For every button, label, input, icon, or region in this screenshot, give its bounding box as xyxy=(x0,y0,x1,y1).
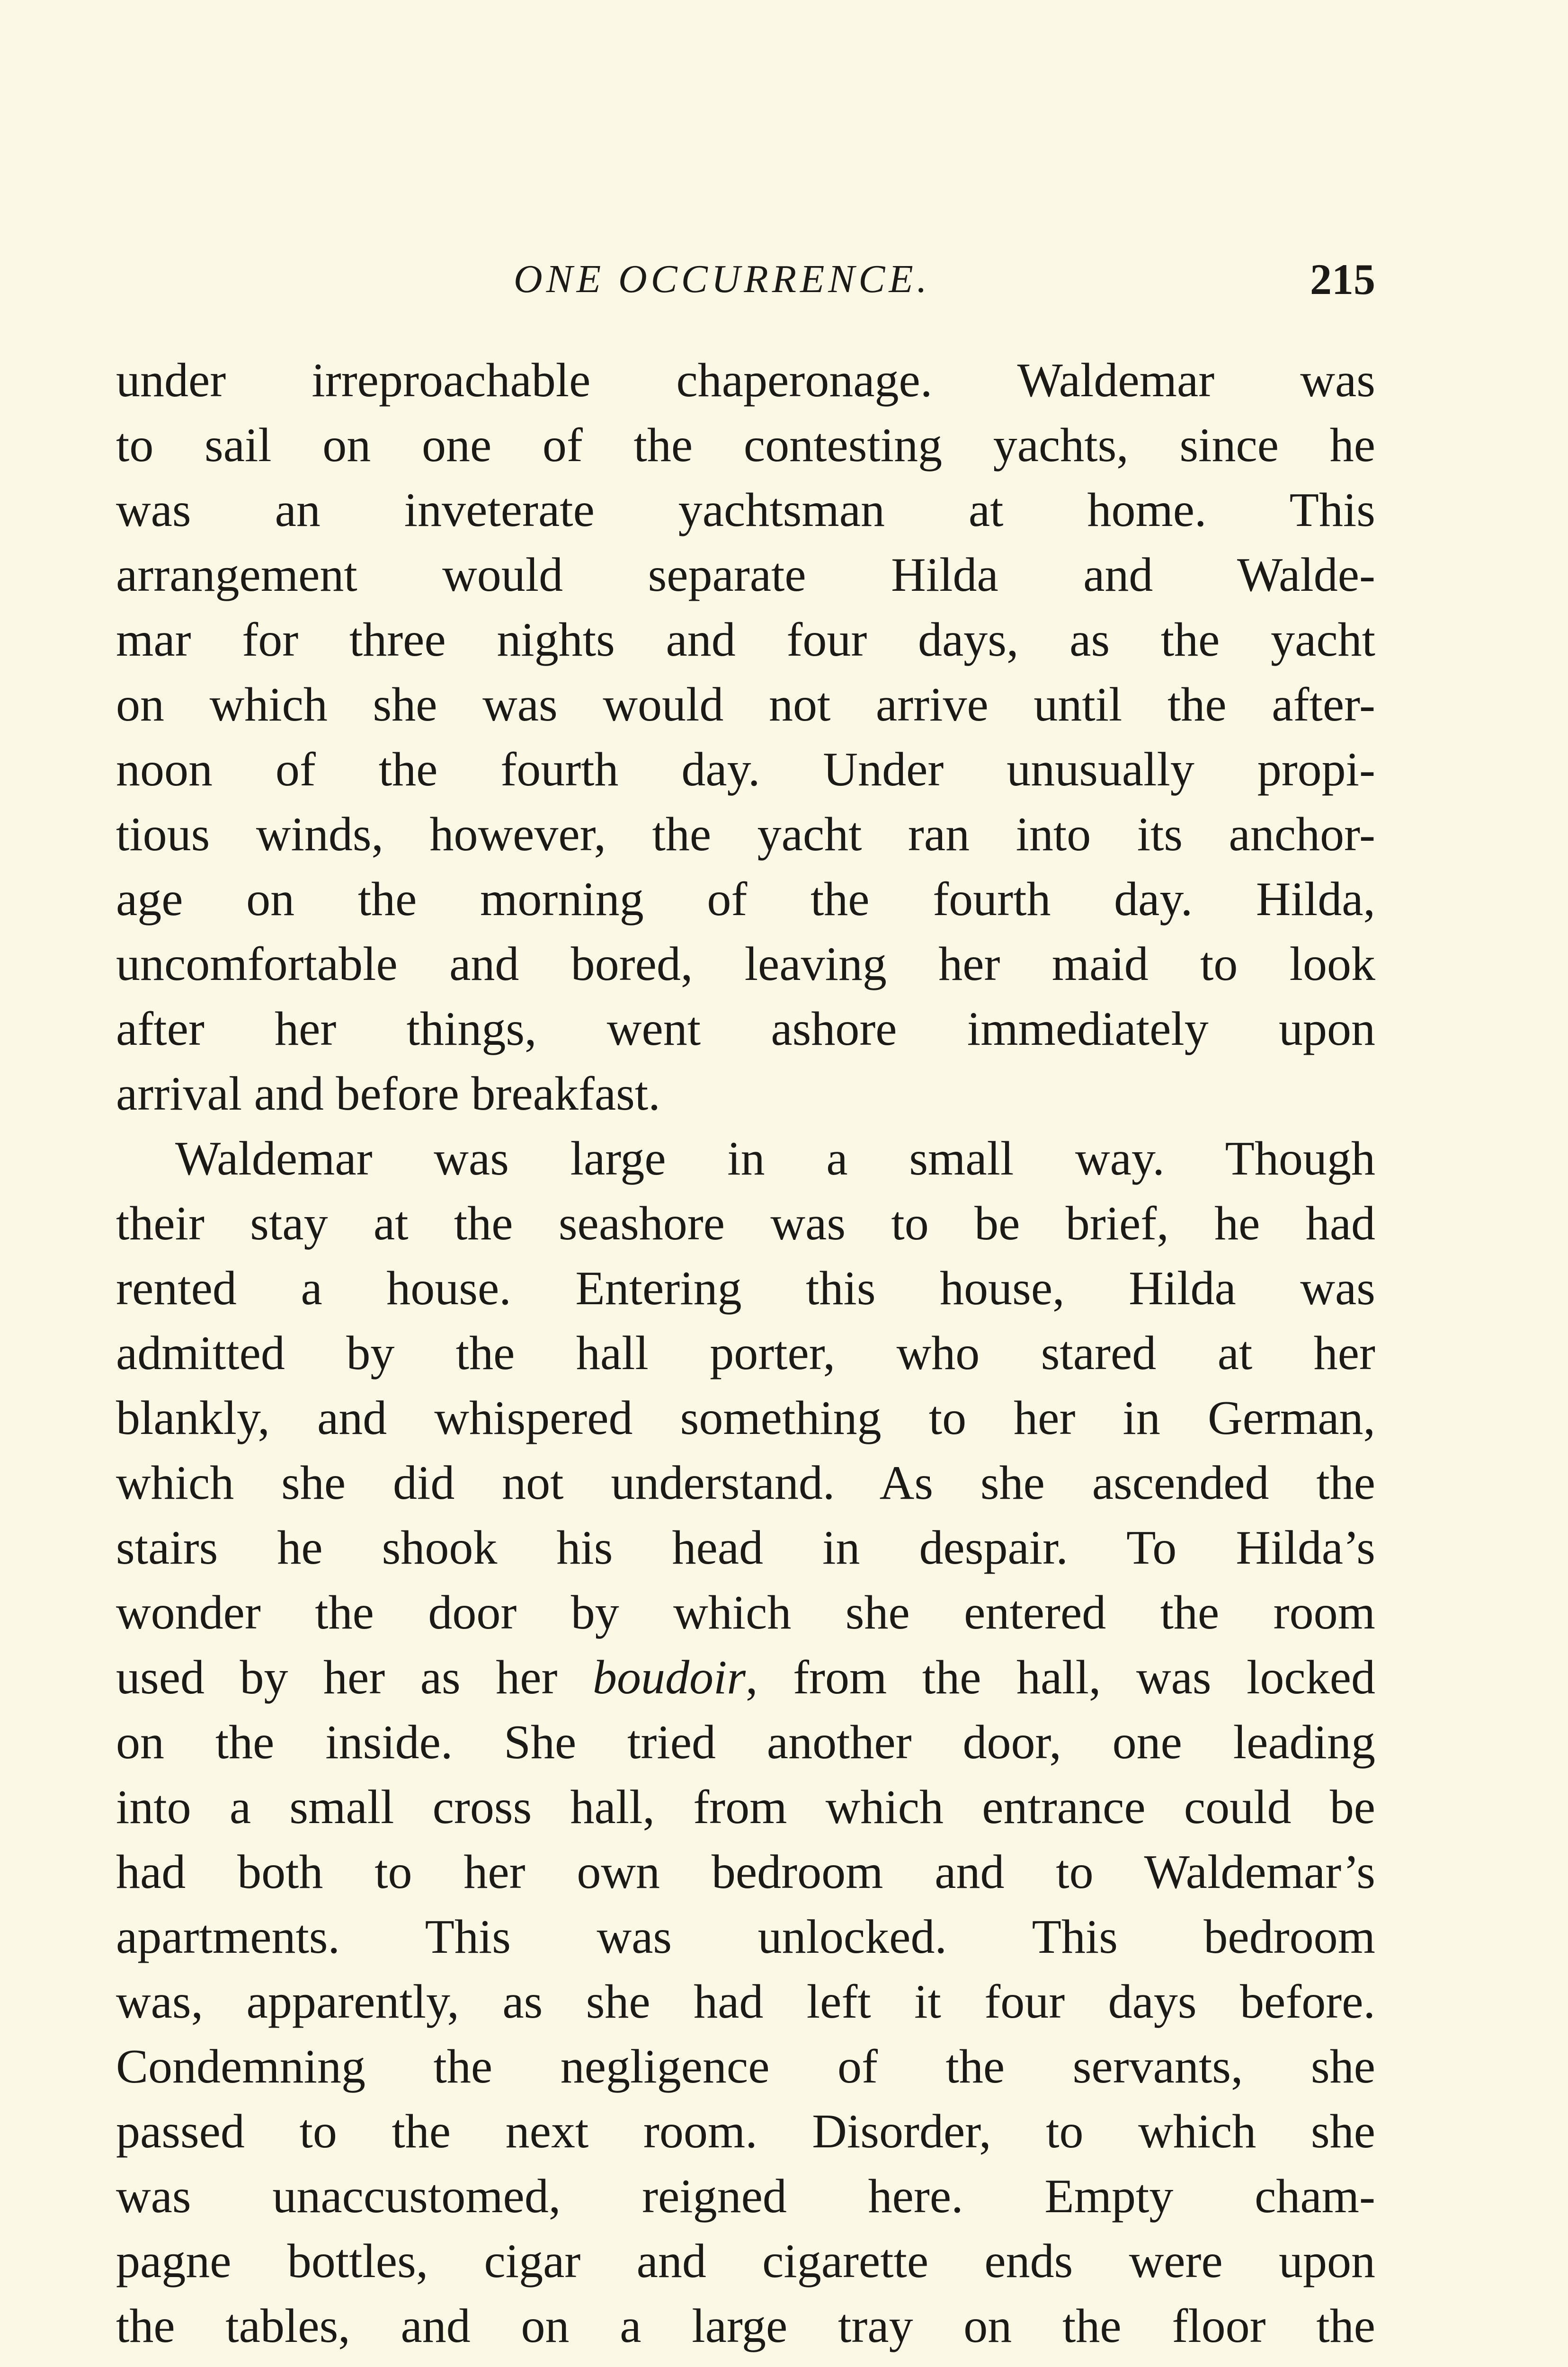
text-line: apartments. This was unlocked. This bedroom xyxy=(116,1910,1375,1964)
text-line: had both to her own bedroom and to Waldemar’s xyxy=(116,1845,1375,1899)
text-line: stairs he shook his head in despair. To Hilda’s xyxy=(116,1521,1375,1575)
text-line: uncomfortable and bored, leaving her maid to look xyxy=(116,937,1375,991)
text-line: Condemning the negligence of the servants, she xyxy=(116,2040,1375,2093)
text-line: Waldemar was large in a small way. Though xyxy=(175,1132,1375,1185)
text-line: used by her as her boudoir, from the hall, was locked xyxy=(116,1651,1375,1704)
text-line: tious winds, however, the yacht ran into its anchor- xyxy=(116,808,1375,861)
text-line: mar for three nights and four days, as the yacht xyxy=(116,613,1375,667)
body-text xyxy=(116,348,1375,2358)
running-title: ONE OCCURRENCE. xyxy=(514,257,931,301)
text-line: age on the morning of the fourth day. Hilda, xyxy=(116,872,1375,926)
text-line: passed to the next room. Disorder, to which she xyxy=(116,2105,1375,2158)
text-line: rented a house. Entering this house, Hilda was xyxy=(116,1262,1375,1315)
paragraph-2 xyxy=(116,1126,1375,2358)
text-line: on which she was would not arrive until the after- xyxy=(116,678,1375,731)
text-line: which she did not understand. As she ascended the xyxy=(116,1456,1375,1510)
text-line: to sail on one of the contesting yachts, since he xyxy=(116,418,1375,472)
text-line: into a small cross hall, from which entrance could be xyxy=(116,1780,1375,1834)
text-line: on the inside. She tried another door, one leading xyxy=(116,1716,1375,1769)
text-line: noon of the fourth day. Under unusually propi- xyxy=(116,743,1375,796)
text-line: the tables, and on a large tray on the floor the xyxy=(116,2299,1375,2353)
text-line: after her things, went ashore immediately upon xyxy=(116,1002,1375,1056)
page-number: 215 xyxy=(1310,255,1375,303)
text-line: was, apparently, as she had left it four days before. xyxy=(116,1975,1375,2029)
text-line: under irreproachable chaperonage. Waldemar was xyxy=(116,354,1375,407)
text-line: their stay at the seashore was to be brief, he had xyxy=(116,1197,1375,1250)
text-line: pagne bottles, cigar and cigarette ends were upon xyxy=(116,2234,1375,2288)
text-line: was unaccustomed, reigned here. Empty cham- xyxy=(116,2170,1375,2223)
text-line: blankly, and whispered something to her in German, xyxy=(116,1391,1375,1445)
italic-word: boudoir xyxy=(593,1651,746,1704)
text-line: admitted by the hall porter, who stared at her xyxy=(116,1326,1375,1380)
text-line: wonder the door by which she entered the room xyxy=(116,1586,1375,1639)
text-line: was an inveterate yachtsman at home. This xyxy=(116,483,1375,537)
running-head xyxy=(116,251,1375,308)
text-line: arrangement would separate Hilda and Walde- xyxy=(116,548,1375,602)
text-line: arrival and before breakfast. xyxy=(116,1067,660,1121)
paragraph-1 xyxy=(116,348,1375,1126)
